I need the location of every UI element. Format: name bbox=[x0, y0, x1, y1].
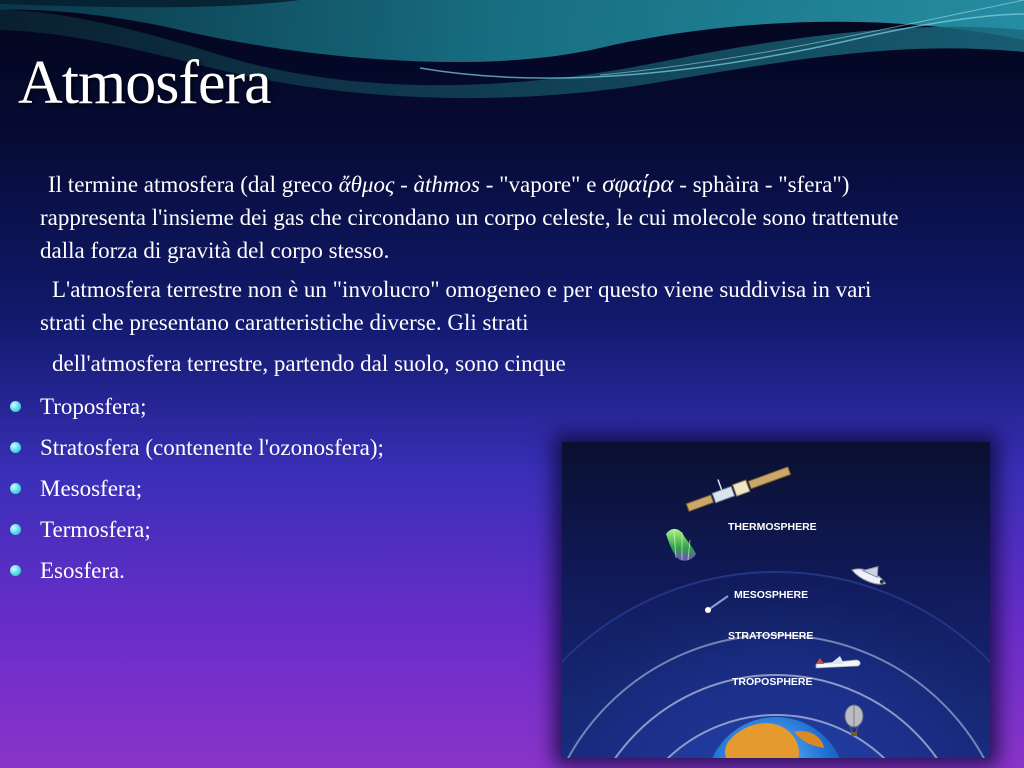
list-item-label: Mesosfera; bbox=[40, 476, 143, 501]
intro-paragraph bbox=[40, 168, 920, 267]
bullet-dot-icon bbox=[10, 483, 21, 494]
atmosphere-layers-diagram bbox=[562, 442, 990, 758]
list-item-label: Troposfera; bbox=[40, 394, 147, 419]
list-item-label: Stratosfera (contenente l'ozonosfera); bbox=[40, 435, 384, 460]
bullet-dot-icon bbox=[10, 565, 21, 576]
list-item-label: Esosfera. bbox=[40, 558, 125, 583]
intro-text-start: Il termine atmosfera (dal greco bbox=[48, 172, 339, 197]
list-item-label: Termosfera; bbox=[40, 517, 151, 542]
bullet-dot-icon bbox=[10, 524, 21, 535]
layers-paragraph-text: L'atmosfera terrestre non è un "involucro" omogeneo e per questo viene suddivisa in vari strati che presentano caratteristiche diverse. Gli strati bbox=[40, 277, 872, 335]
atmosphere-diagram-graphic bbox=[562, 442, 990, 758]
intro-separator: - bbox=[394, 172, 414, 197]
greek-word-athmos: ἄθμος bbox=[338, 172, 395, 197]
list-item bbox=[40, 390, 920, 431]
layers-paragraph bbox=[40, 273, 920, 380]
layers-paragraph-last-line: dell'atmosfera terrestre, partendo dal suolo, sono cinque bbox=[52, 351, 566, 376]
label-stratosphere: STRATOSPHERE bbox=[728, 630, 814, 642]
intro-text-middle: - "vapore" e bbox=[479, 172, 603, 197]
label-mesosphere: MESOSPHERE bbox=[734, 589, 809, 601]
page-title: Atmosfera bbox=[18, 49, 271, 117]
transliteration-athmos: àthmos bbox=[413, 172, 480, 197]
intro-text-end: - sphàira - "sfera") rappresenta l'insieme dei gas che circondano un corpo celeste, le cui molecole sono trattenute dalla forza di gravità del corpo stesso. bbox=[40, 172, 899, 263]
bullet-dot-icon bbox=[10, 442, 21, 453]
bullet-dot-icon bbox=[10, 401, 21, 412]
greek-word-sphaira: σφαίρα bbox=[602, 171, 674, 198]
label-thermosphere: THERMOSPHERE bbox=[728, 521, 817, 533]
label-troposphere: TROPOSPHERE bbox=[732, 676, 813, 688]
